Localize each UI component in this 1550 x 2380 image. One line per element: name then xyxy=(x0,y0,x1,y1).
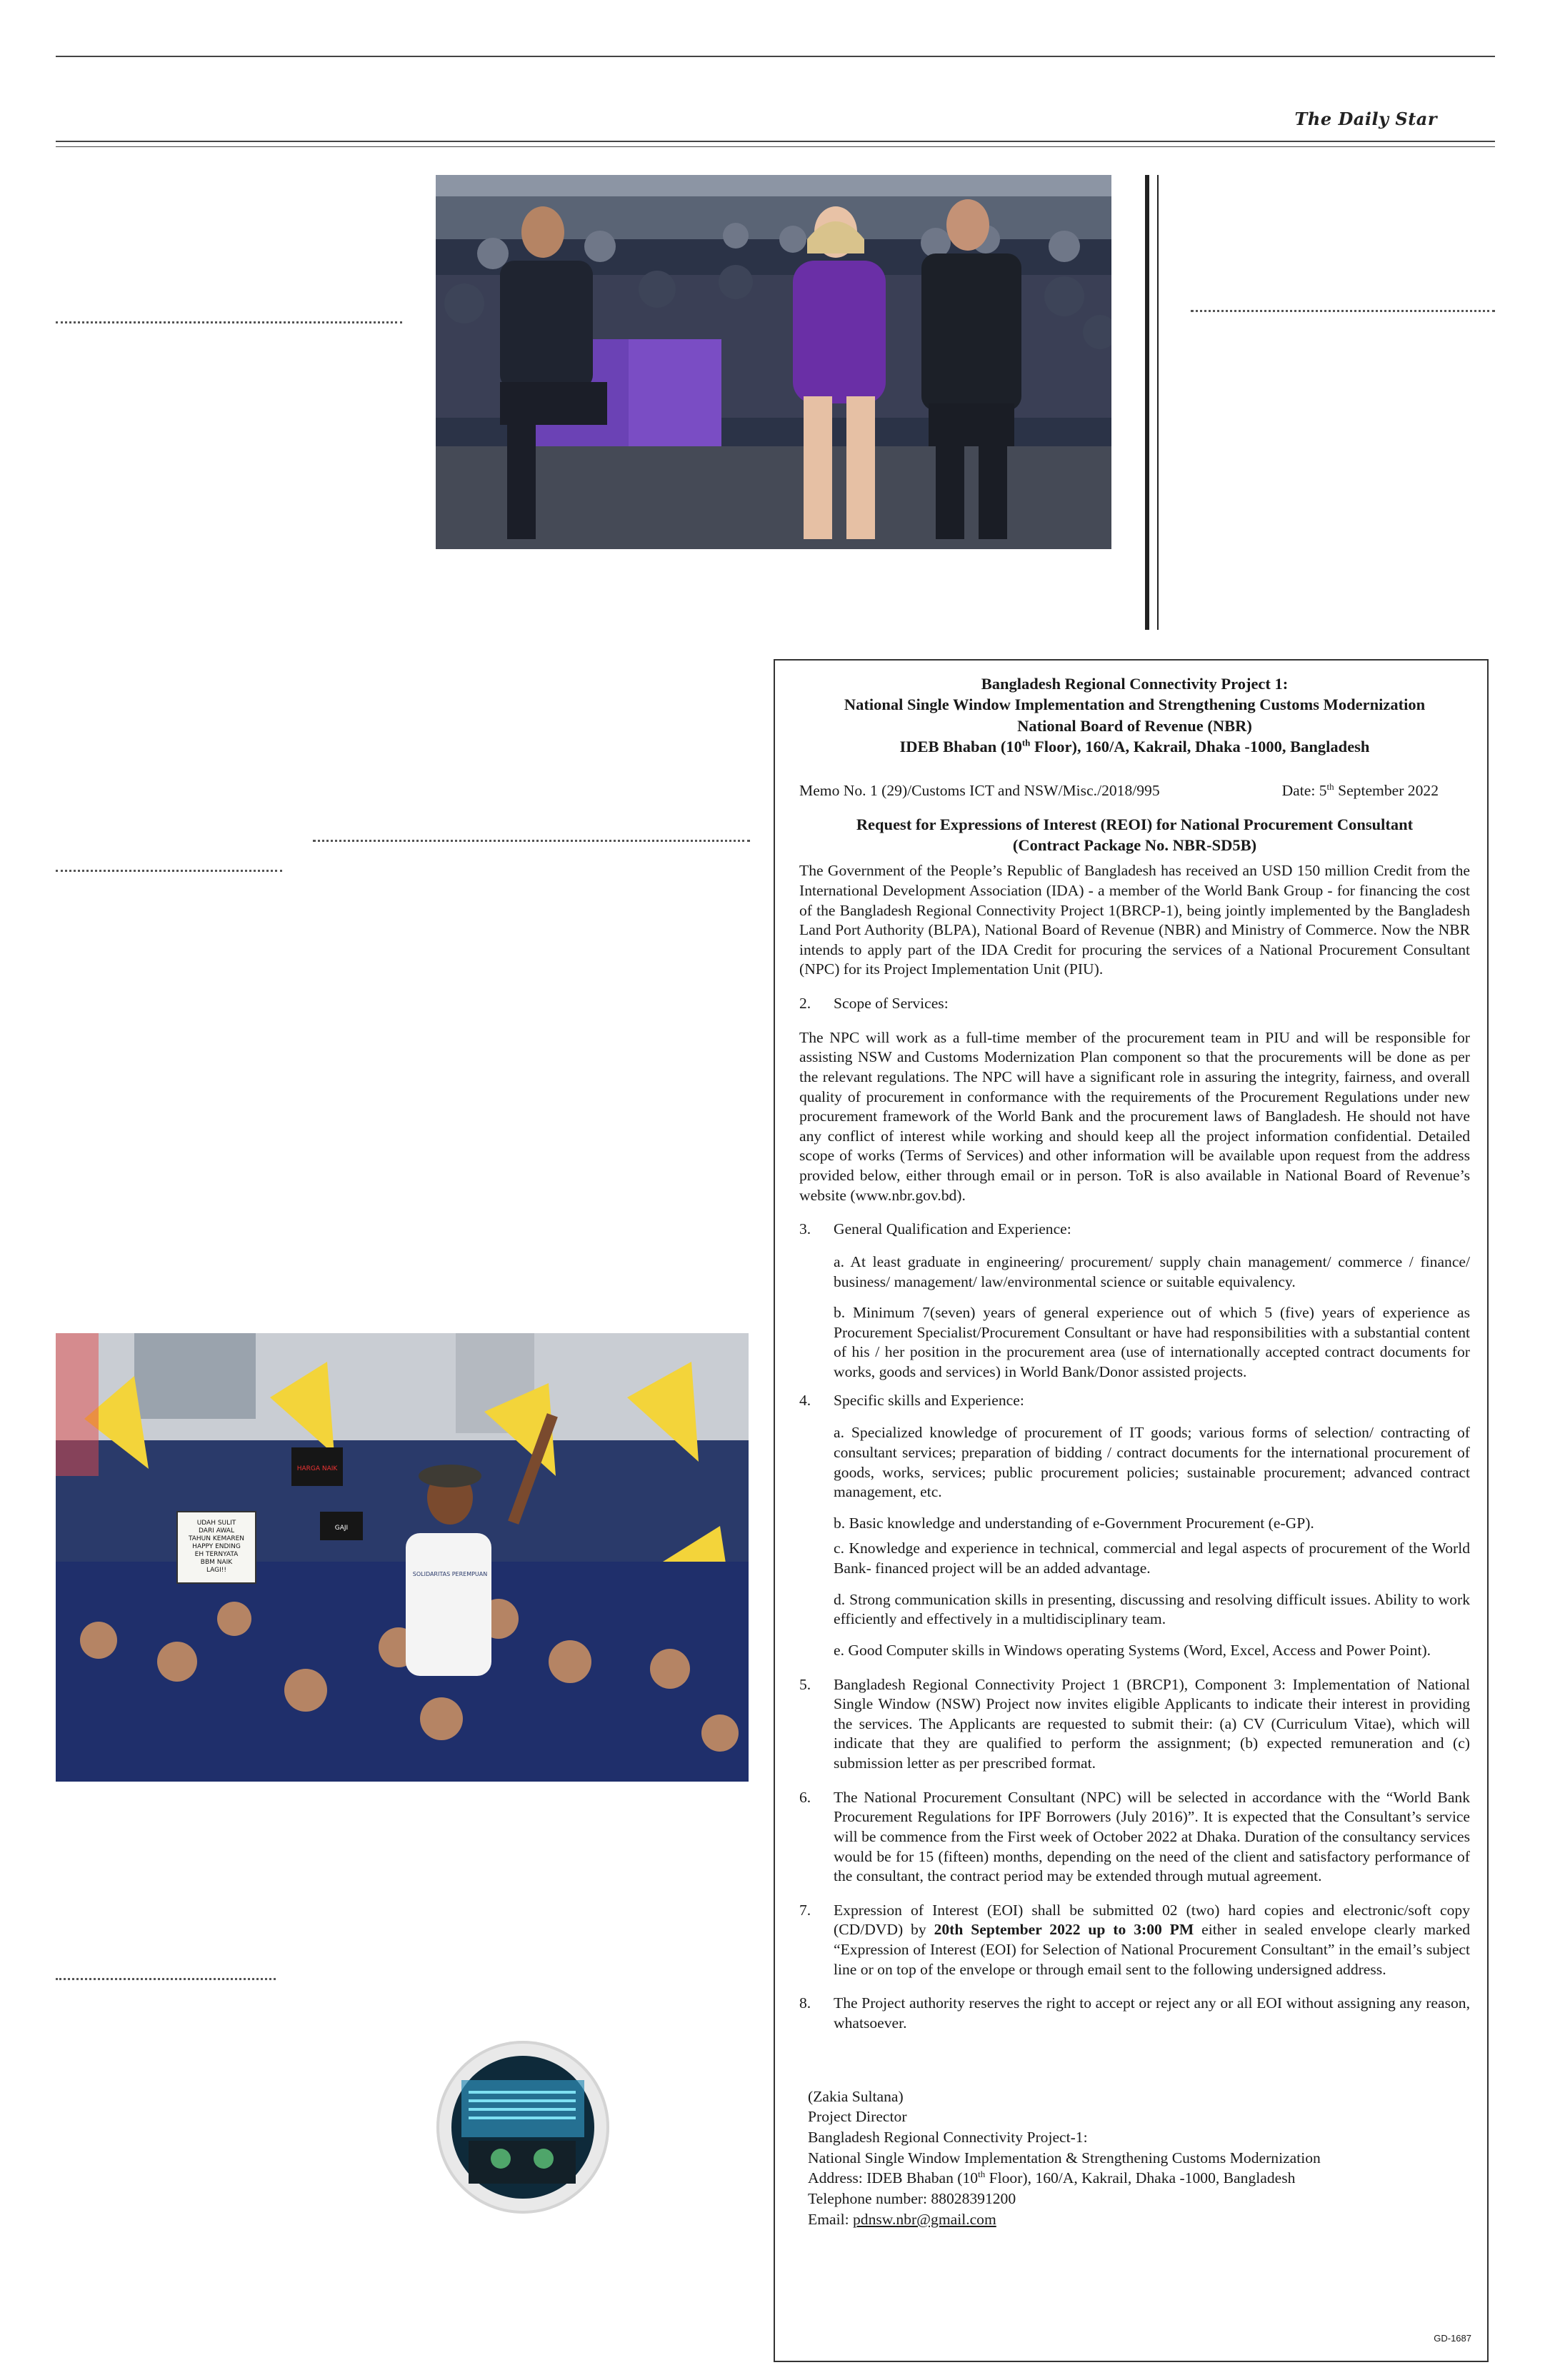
section-4: 4. Specific skills and Experience: xyxy=(799,1391,1024,1409)
sign-left-line: UDAH SULIT xyxy=(196,1520,236,1527)
cyber-thumbnail xyxy=(436,2041,609,2214)
section-3: 3. General Qualification and Experience: xyxy=(799,1220,1071,1238)
dotted-separator xyxy=(313,840,750,842)
sign-left-line: HAPPY ENDING xyxy=(192,1543,241,1550)
jacket-text: SOLIDARITAS PEREMPUAN xyxy=(412,1571,488,1577)
eoi-deadline: 20th September 2022 up to 3:00 PM xyxy=(934,1921,1194,1939)
signatory-name: (Zakia Sultana) xyxy=(808,2087,904,2105)
ad-address: IDEB Bhaban (10th Floor), 160/A, Kakrail, Dhaka -1000, Bangladesh xyxy=(899,737,1370,755)
column-rule xyxy=(1145,175,1149,630)
top-rule xyxy=(56,56,1495,57)
event-photo-art xyxy=(436,175,1111,549)
section-4-d: d. Strong communication skills in presenting, discussing and resolving difficult issues. Ability to work efficiently and effectively in a multidisciplinary team. xyxy=(834,1590,1470,1628)
section-4-b: b. Basic knowledge and understanding of e-Government Procurement (e-GP). xyxy=(834,1514,1314,1532)
ad-code: GD-1687 xyxy=(1434,2333,1471,2344)
ad-header-line: National Single Window Implementation and Strengthening Customs Modernization xyxy=(844,696,1426,714)
sign-left-line: BBM NAIK xyxy=(200,1559,233,1566)
section-2: 2. Scope of Services: xyxy=(799,995,949,1013)
signatory-phone: Telephone number: 88028391200 xyxy=(808,2190,1016,2208)
memo-line xyxy=(799,781,1470,801)
masthead-rule-2 xyxy=(56,146,1495,147)
dotted-separator xyxy=(56,870,282,872)
signatory-address: Address: IDEB Bhaban (10th Floor), 160/A, Kakrail, Dhaka -1000, Bangladesh xyxy=(808,2169,1296,2187)
section-7: 7. Expression of Interest (EOI) shall be submitted 02 (two) hard copies and electronic/soft copy (CD/DVD) by 20th September 2022 up to 3:00 PM either in sealed envelope clearly marked “Expression of Interest (EOI) for Selection of National Procurement Consultant” in the email’s subject line or on top of the envelope or through email sent to the following undersigned address. xyxy=(799,1901,1470,1978)
section-3-a: a. At least graduate in engineering/ procurement/ supply chain management/ commerce / finance/ business/ management/ law/environmental science or suitable equivalency. xyxy=(834,1252,1470,1290)
sign-left xyxy=(177,1512,256,1583)
masthead: The Daily Star xyxy=(1294,109,1437,129)
sign-center-text: HARGA NAIK xyxy=(296,1465,338,1472)
sign-right-text: GAJI xyxy=(334,1525,349,1532)
section-6: 6. The National Procurement Consultant (NPC) will be selected in accordance with the “World Bank Procurement Regulations for IPF Borrowers (July 2016)”. It is expected that the Consultant’s service will be commence from the First week of October 2022 at Dhaka. Duration of the consultancy services would be for 15 (fifteen) months, depending on the need of the client and satisfactory performance of the consultant, the contract period may be extended through mutual agreement. xyxy=(799,1788,1470,1885)
signatory-title: Project Director xyxy=(808,2108,907,2126)
memo-number: Memo No. 1 (29)/Customs ICT and NSW/Misc./2018/995 xyxy=(799,782,1160,799)
ad-header-line: Bangladesh Regional Connectivity Project 1: xyxy=(981,675,1289,693)
event-photo xyxy=(436,175,1111,549)
section-8: 8. The Project authority reserves the right to accept or reject any or all EOI without assigning any reason, whatsoever. xyxy=(799,1994,1470,2032)
sign-left-line: LAGI!! xyxy=(206,1567,227,1574)
dotted-separator xyxy=(1191,310,1495,312)
memo-date: Date: 5th September 2022 xyxy=(1281,781,1439,800)
email-link[interactable]: pdnsw.nbr@gmail.com xyxy=(852,2211,996,2229)
section-4-c: c. Knowledge and experience in technical, commercial and legal aspects of procurement of the World Bank- financed project will be an added advantage. xyxy=(834,1540,1470,1577)
signatory-email: Email: pdnsw.nbr@gmail.com xyxy=(808,2211,996,2229)
section-3-b: b. Minimum 7(seven) years of general experience out of which 5 (five) years of experience as Procurement Specialist/Procurement Consultant or have had responsibilities with a substantial content of his / her position in the procurement area (use of internationally accepted contract documents for works, goods and services) in World Bank/Donor assisted projects. xyxy=(834,1304,1470,1381)
sign-left-line: EH TERNYATA xyxy=(194,1551,239,1558)
section-2-body: The NPC will work as a full-time member of the procurement team in PIU and will be responsible for assisting NSW and Customs Modernization Plan component so that the procurements will be done as per the relevant regulations. The NPC will have a significant role in assuring the integrity, fairness, and overall quality of procurement in conformance with the requirements of the Procurement Regulations under new procurement framework of the World Bank and the procurement laws of Bangladesh. He should not have any conflict of interest while working and should keep all the project information confidential. Detailed scope of works (Terms of Services) and other information will be available upon request from the address provided below, either through email or in person. ToR is also available in National Board of Revenue’s website (www.nbr.gov.bd). xyxy=(799,1028,1470,1204)
dotted-separator xyxy=(56,1978,276,1980)
protest-photo-art xyxy=(56,1333,749,1782)
section-4-a: a. Specialized knowledge of procurement of IT goods; various forms of selection/ contracting of consultant services; preparation of bidding / contract documents for the international procurement of goods, works, services; public procurement policies; sustainable procurement; advanced contract management, etc. xyxy=(834,1424,1470,1501)
sign-right xyxy=(320,1512,363,1540)
signature-block: (Zakia Sultana) Project Director Bangladesh Regional Connectivity Project-1: National Single Window Implementation & Strengthening Customs Modernization Address: IDEB Bhaban (10th Floor), 160/A, Kakrail, Dhaka -1000, Bangladesh Telephone number: 88028391200 Email: pdnsw.nbr@gmail.com xyxy=(808,2087,1470,2230)
column-rule xyxy=(1157,175,1159,630)
sign-center xyxy=(291,1447,343,1486)
section-4-e: e. Good Computer skills in Windows operating Systems (Word, Excel, Access and Power Point). xyxy=(834,1641,1431,1659)
ad-title: Request for Expressions of Interest (REOI) for National Procurement Consultant (Contract Package No. NBR-SD5B) xyxy=(856,815,1414,855)
sign-left-line: DARI AWAL xyxy=(199,1527,234,1535)
masthead-rule-1 xyxy=(56,141,1495,142)
cyber-thumbnail-art xyxy=(436,2041,609,2214)
protest-photo xyxy=(56,1333,749,1782)
section-5: 5. Bangladesh Regional Connectivity Project 1 (BRCP1), Component 3: Implementation of National Single Window (NSW) Project now invites eligible Applicants to indicate their interest in providing the services. The Applicants are requested to submit their: (a) CV (Curriculum Vitae), which will indicate that they are qualified to perform the assignment; (b) expected remuneration and (c) submission letter as per prescribed format. xyxy=(799,1675,1470,1772)
ad-header-line: National Board of Revenue (NBR) xyxy=(1017,716,1252,735)
ad-intro: The Government of the People’s Republic of Bangladesh has received an USD 150 million Credit from the International Development Association (IDA) - a member of the World Bank Group - for financing the cost of the Bangladesh Regional Connectivity Project 1(BRCP-1), being jointly implemented by the Bangladesh Land Port Authority (BLPA), National Board of Revenue (NBR) and Ministry of Commerce. Now the NBR intends to apply part of the IDA Credit for procuring the services of a National Procurement Consultant (NPC) for its Project Implementation Unit (PIU). xyxy=(799,862,1470,978)
reoi-advertisement xyxy=(774,659,1489,2362)
sign-left-line: TAHUN KEMAREN xyxy=(188,1535,245,1542)
dotted-separator xyxy=(56,321,402,323)
ad-header xyxy=(799,673,1470,757)
